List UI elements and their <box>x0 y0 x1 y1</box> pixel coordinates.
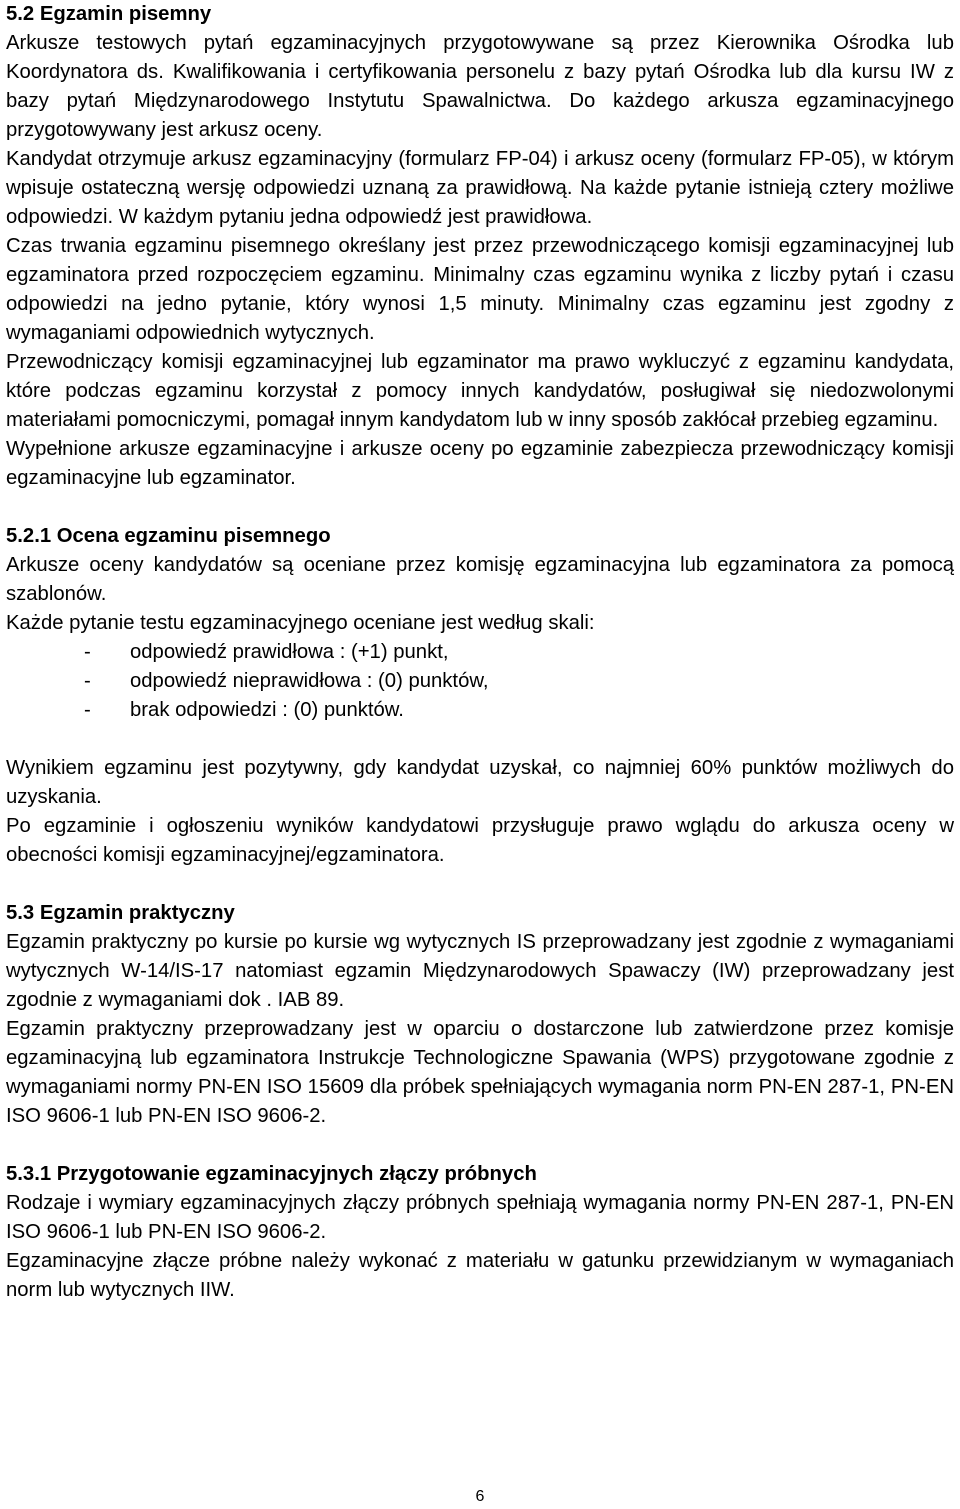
paragraph: Przewodniczący komisji egzaminacyjnej lub egzaminator ma prawo wykluczyć z egzaminu kandydata, które podczas egzaminu korzystał z pomocy innych kandydatów, posługiwał się niedozwolonymi materiałami pomocniczymi, pomagał innym kandydatom lub w inny sposób zakłócał przebieg egzaminu. <box>6 351 954 431</box>
paragraph: Arkusze oceny kandydatów są oceniane przez komisję egzaminacyjna lub egzaminatora za pomocą szablonów. <box>6 554 954 605</box>
spacer <box>6 1131 954 1160</box>
paragraph: Każde pytanie testu egzaminacyjnego oceniane jest według skali: <box>6 612 595 634</box>
paragraph: Arkusze testowych pytań egzaminacyjnych przygotowywane są przez Kierownika Ośrodka lub Koordynatora ds. Kwalifikowania i certyfikowania personelu z bazy pytań Ośrodka lub dla kursu IW z bazy pytań Międzynarodowego Instytutu Spawalnictwa. Do każdego arkusza egzaminacyjnego przygotowywany jest arkusz oceny. <box>6 32 954 141</box>
paragraph: Wynikiem egzaminu jest pozytywny, gdy kandydat uzyskał, co najmniej 60% punktów możliwych do uzyskania. <box>6 757 954 808</box>
paragraph: Czas trwania egzaminu pisemnego określany jest przez przewodniczącego komisji egzaminacyjnej lub egzaminatora przed rozpoczęciem egzaminu. Minimalny czas egzaminu wynika z liczby pytań i czasu odpowiedzi na jedno pytanie, który wynosi 1,5 minuty. Minimalny czas egzaminu jest zgodny z wymaganiami odpowiednich wytycznych. <box>6 235 954 344</box>
paragraph: Egzaminacyjne złącze próbne należy wykonać z materiału w gatunku przewidzianym w wymaganiach norm lub wytycznych IIW. <box>6 1250 954 1301</box>
paragraph: Kandydat otrzymuje arkusz egzaminacyjny (formularz FP-04) i arkusz oceny (formularz FP-05), w którym wpisuje ostateczną wersję odpowiedzi uznaną za prawidłową. Na każde pytanie istnieją cztery możliwe odpowiedzi. W każdym pytaniu jedna odpowiedź jest prawidłowa. <box>6 148 954 228</box>
paragraph: Rodzaje i wymiary egzaminacyjnych złączy próbnych spełniają wymagania normy PN-EN 287-1, PN-EN ISO 9606-1 lub PN-EN ISO 9606-2. <box>6 1192 954 1243</box>
spacer <box>6 725 954 754</box>
document-page <box>6 0 954 1305</box>
section-heading-5-2-1: 5.2.1 Ocena egzaminu pisemnego <box>6 525 331 547</box>
paragraph: Egzamin praktyczny przeprowadzany jest w oparciu o dostarczone lub zatwierdzone przez komisje egzaminacyjną lub egzaminatora Instrukcje Technologiczne Spawania (WPS) przygotowane zgodnie z wymaganiami normy PN-EN ISO 15609 dla próbek spełniających wymagania norm PN-EN 287-1, PN-EN ISO 9606-1 lub PN-EN ISO 9606-2. <box>6 1018 954 1127</box>
list-item: - brak odpowiedzi : (0) punktów. <box>84 696 954 725</box>
section-heading-5-2: 5.2 Egzamin pisemny <box>6 3 212 25</box>
spacer <box>6 870 954 899</box>
section-heading-5-3-1: 5.3.1 Przygotowanie egzaminacyjnych złączy próbnych <box>6 1163 537 1185</box>
paragraph: Egzamin praktyczny po kursie po kursie wg wytycznych IS przeprowadzany jest zgodnie z wymaganiami wytycznych W-14/IS-17 natomiast egzamin Międzynarodowych Spawaczy (IW) przeprowadzany jest zgodnie z wymaganiami dok . IAB 89. <box>6 931 954 1011</box>
paragraph: Wypełnione arkusze egzaminacyjne i arkusze oceny po egzaminie zabezpiecza przewodniczący komisji egzaminacyjne lub egzaminator. <box>6 438 954 489</box>
spacer <box>6 493 954 522</box>
scoring-scale-list <box>6 638 954 725</box>
section-heading-5-3: 5.3 Egzamin praktyczny <box>6 902 235 924</box>
list-item: - odpowiedź prawidłowa : (+1) punkt, <box>84 638 954 667</box>
paragraph: Po egzaminie i ogłoszeniu wyników kandydatowi przysługuje prawo wglądu do arkusza oceny w obecności komisji egzaminacyjnej/egzaminatora. <box>6 815 954 866</box>
page-number: 6 <box>475 1488 485 1505</box>
list-item: - odpowiedź nieprawidłowa : (0) punktów, <box>84 667 954 696</box>
